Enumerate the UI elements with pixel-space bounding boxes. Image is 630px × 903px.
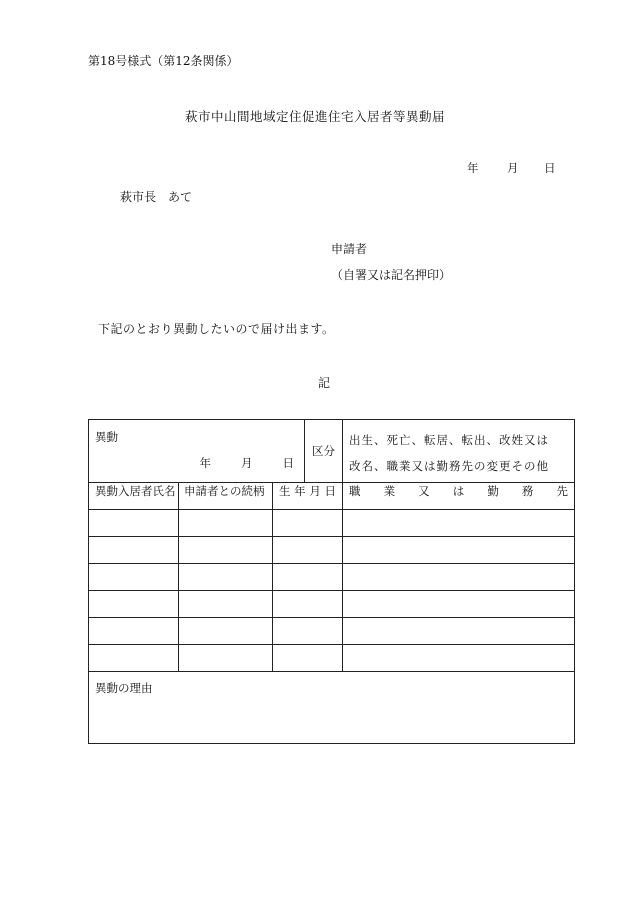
birthdate-cell[interactable]	[273, 564, 343, 591]
ido-row	[89, 420, 575, 483]
name-cell[interactable]	[89, 591, 179, 618]
relation-cell[interactable]	[179, 645, 273, 672]
occupation-cell[interactable]	[343, 510, 575, 537]
birthdate-cell[interactable]	[273, 537, 343, 564]
document-title: 萩市中山間地域定住促進住宅入居者等異動届	[184, 109, 445, 124]
form-number: 第18号様式（第12条関係）	[88, 54, 239, 68]
ido-date	[200, 455, 295, 471]
occupation-cell[interactable]	[343, 537, 575, 564]
reason-label: 異動の理由	[95, 681, 153, 695]
occupation-char: 勤	[487, 484, 499, 498]
column-header-relation: 申請者との続柄	[179, 483, 273, 510]
kubun-label: 区分	[305, 420, 343, 483]
occupation-char: は	[452, 484, 465, 498]
date-year-label: 年	[467, 161, 479, 175]
name-cell[interactable]	[89, 510, 179, 537]
table-row	[89, 618, 575, 645]
occupation-char: 業	[383, 484, 396, 498]
ido-month-label: 月	[241, 456, 253, 470]
occupation-char: 務	[521, 484, 534, 498]
reason-cell[interactable]	[89, 672, 575, 744]
addressee: 萩市長 あて	[120, 190, 193, 204]
relation-cell[interactable]	[179, 591, 273, 618]
relation-cell[interactable]	[179, 618, 273, 645]
birthdate-cell[interactable]	[273, 645, 343, 672]
column-header-name: 異動入居者氏名	[89, 483, 179, 510]
name-cell[interactable]	[89, 564, 179, 591]
occupation-char: 先	[556, 484, 568, 498]
table-row	[89, 591, 575, 618]
ki-label: 記	[318, 376, 331, 390]
signature-note: （自署又は記名押印）	[331, 268, 452, 282]
name-cell[interactable]	[89, 645, 179, 672]
relation-cell[interactable]	[179, 537, 273, 564]
occupation-cell[interactable]	[343, 618, 575, 645]
ido-label: 異動	[95, 430, 118, 444]
occupation-char: 又	[418, 484, 430, 498]
name-cell[interactable]	[89, 618, 179, 645]
birthdate-cell[interactable]	[273, 510, 343, 537]
applicant-label: 申請者	[331, 242, 368, 256]
occupation-cell[interactable]	[343, 645, 575, 672]
name-cell[interactable]	[89, 537, 179, 564]
birthdate-cell[interactable]	[273, 591, 343, 618]
reason-options-cell	[343, 420, 575, 483]
birthdate-cell[interactable]	[273, 618, 343, 645]
column-header-birthdate: 生 年 月 日	[273, 483, 343, 510]
reason-options-line-1: 出生、死亡、転居、転出、改姓又は	[349, 433, 550, 447]
reason-row	[89, 672, 575, 744]
occupation-cell[interactable]	[343, 591, 575, 618]
ido-date-cell[interactable]	[89, 420, 305, 483]
intro-text: 下記のとおり異動したいので届け出ます。	[98, 322, 335, 336]
column-header-row	[89, 483, 575, 510]
occupation-char: 職	[349, 484, 361, 498]
relation-cell[interactable]	[179, 510, 273, 537]
reason-options-line-2: 改名、職業又は勤務先の変更その他	[349, 459, 550, 473]
date-month-label: 月	[507, 161, 519, 175]
date-day-label: 日	[544, 161, 556, 175]
table-row	[89, 510, 575, 537]
table-row	[89, 645, 575, 672]
change-notification-table	[88, 419, 575, 744]
ido-year-label: 年	[199, 456, 212, 470]
column-header-occupation	[343, 483, 575, 510]
table-row	[89, 537, 575, 564]
relation-cell[interactable]	[179, 564, 273, 591]
table-row	[89, 564, 575, 591]
ido-day-label: 日	[282, 456, 295, 470]
occupation-cell[interactable]	[343, 564, 575, 591]
